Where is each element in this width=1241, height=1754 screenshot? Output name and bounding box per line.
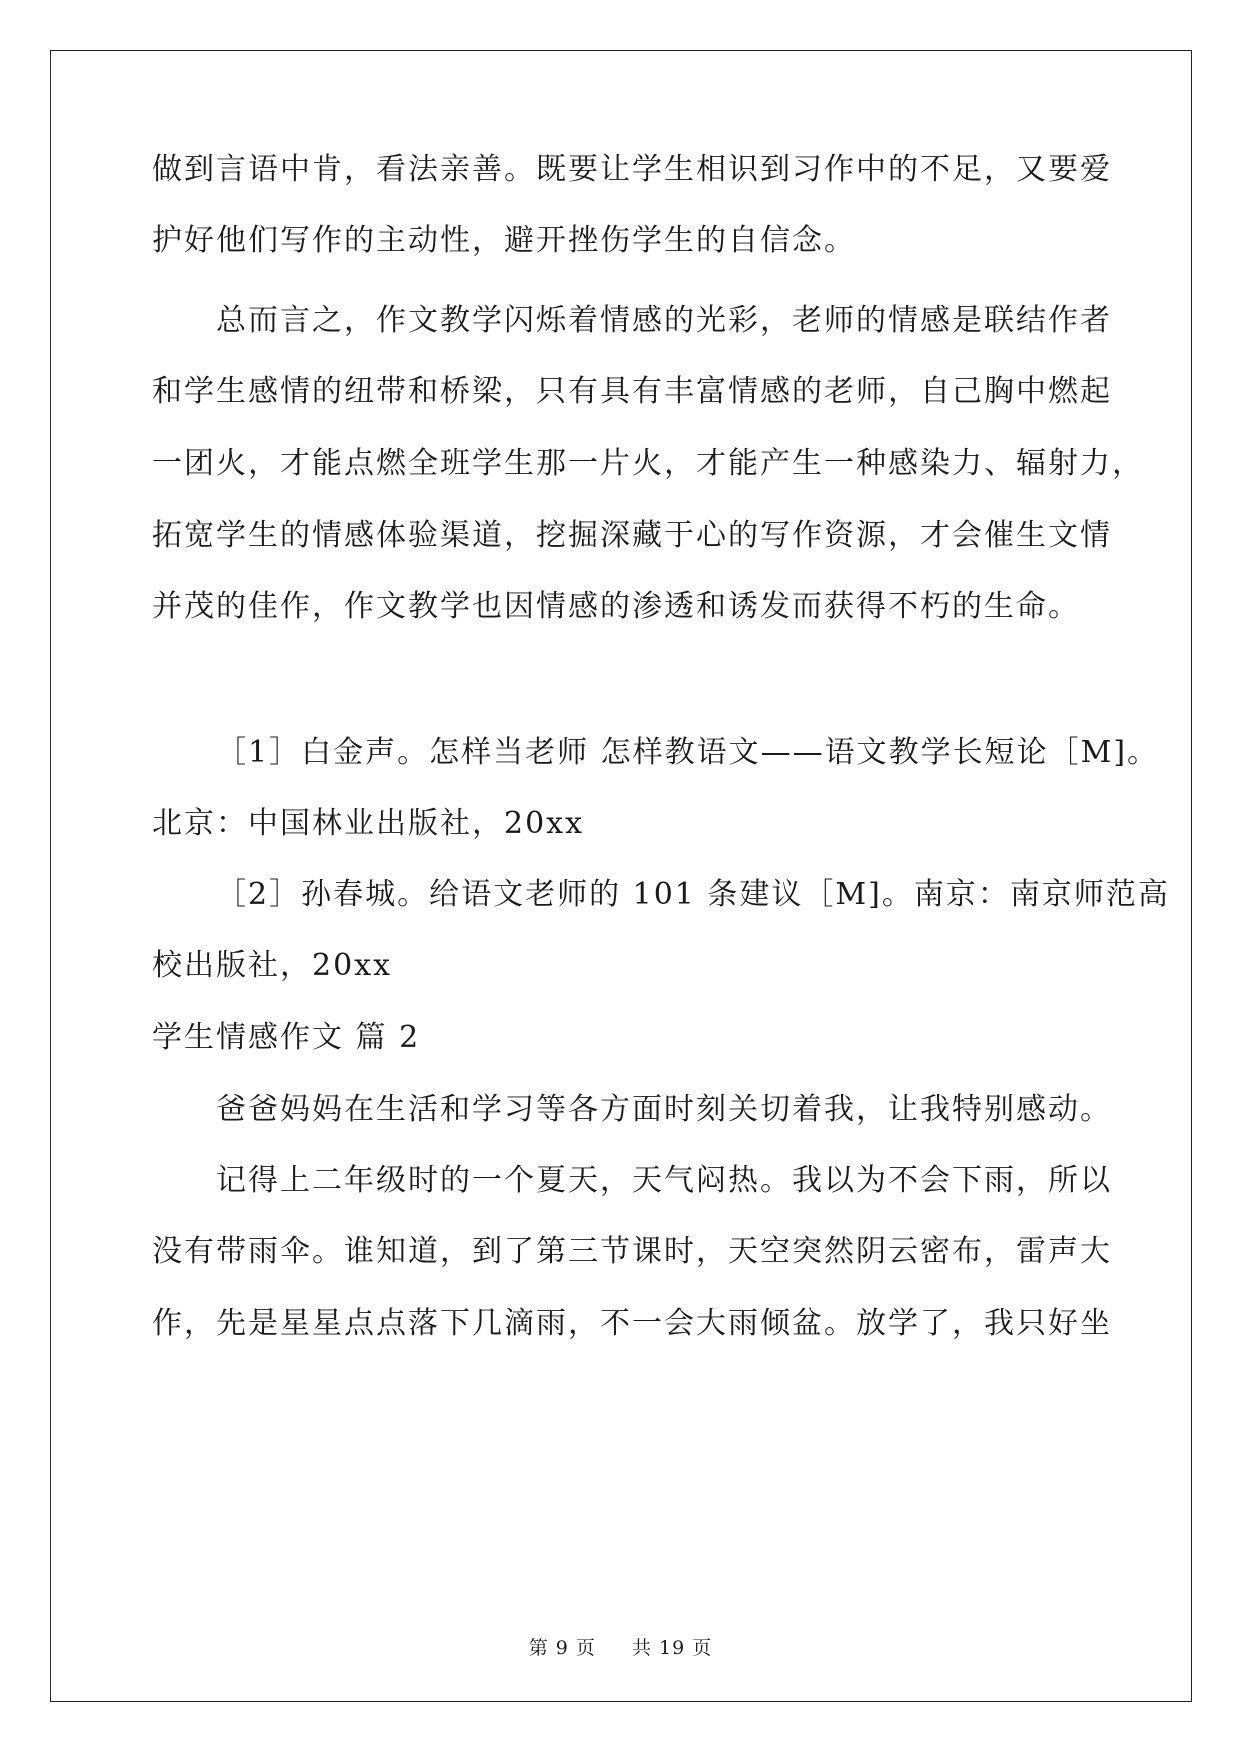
reference-2-line-1: ［2］孙春城。给语文老师的 101 条建议［M]。南京：南京师范高 bbox=[216, 877, 1170, 912]
page-number: 第 9 页 bbox=[528, 1637, 596, 1659]
page-total: 共 19 页 bbox=[632, 1637, 713, 1659]
body-line-10: 没有带雨伞。谁知道，到了第三节课时，天空突然阴云密布，雷声大 bbox=[152, 1234, 1112, 1269]
body-line-5: 一团火，才能点燃全班学生那一片火，才能产生一种感染力、辐射力， bbox=[152, 446, 1144, 481]
body-line-7: 并茂的佳作，作文教学也因情感的渗透和诱发而获得不朽的生命。 bbox=[152, 589, 1080, 624]
reference-2-line-2: 校出版社，20xx bbox=[152, 948, 393, 983]
reference-1-line-2: 北京：中国林业出版社，20xx bbox=[152, 806, 585, 841]
body-line-9: 记得上二年级时的一个夏天，天气闷热。我以为不会下雨，所以 bbox=[216, 1163, 1112, 1198]
body-line-8: 爸爸妈妈在生活和学习等各方面时刻关切着我，让我特别感动。 bbox=[216, 1092, 1112, 1127]
body-line-3: 总而言之，作文教学闪烁着情感的光彩，老师的情感是联结作者 bbox=[216, 303, 1112, 338]
body-line-11: 作，先是星星点点落下几滴雨，不一会大雨倾盆。放学了，我只好坐 bbox=[152, 1306, 1112, 1341]
body-line-4: 和学生感情的纽带和桥梁，只有具有丰富情感的老师，自己胸中燃起 bbox=[152, 374, 1112, 409]
page-footer bbox=[0, 1636, 1241, 1660]
body-line-6: 拓宽学生的情感体验渠道，挖掘深藏于心的写作资源，才会催生文情 bbox=[152, 518, 1112, 553]
reference-1-line-1: ［1］白金声。怎样当老师 怎样教语文——语文教学长短论［M]。 bbox=[216, 735, 1160, 770]
body-line-2: 护好他们写作的主动性，避开挫伤学生的自信念。 bbox=[152, 223, 856, 258]
body-line-1: 做到言语中肯，看法亲善。既要让学生相识到习作中的不足，又要爱 bbox=[152, 152, 1112, 187]
section-heading: 学生情感作文 篇 2 bbox=[152, 1020, 421, 1055]
